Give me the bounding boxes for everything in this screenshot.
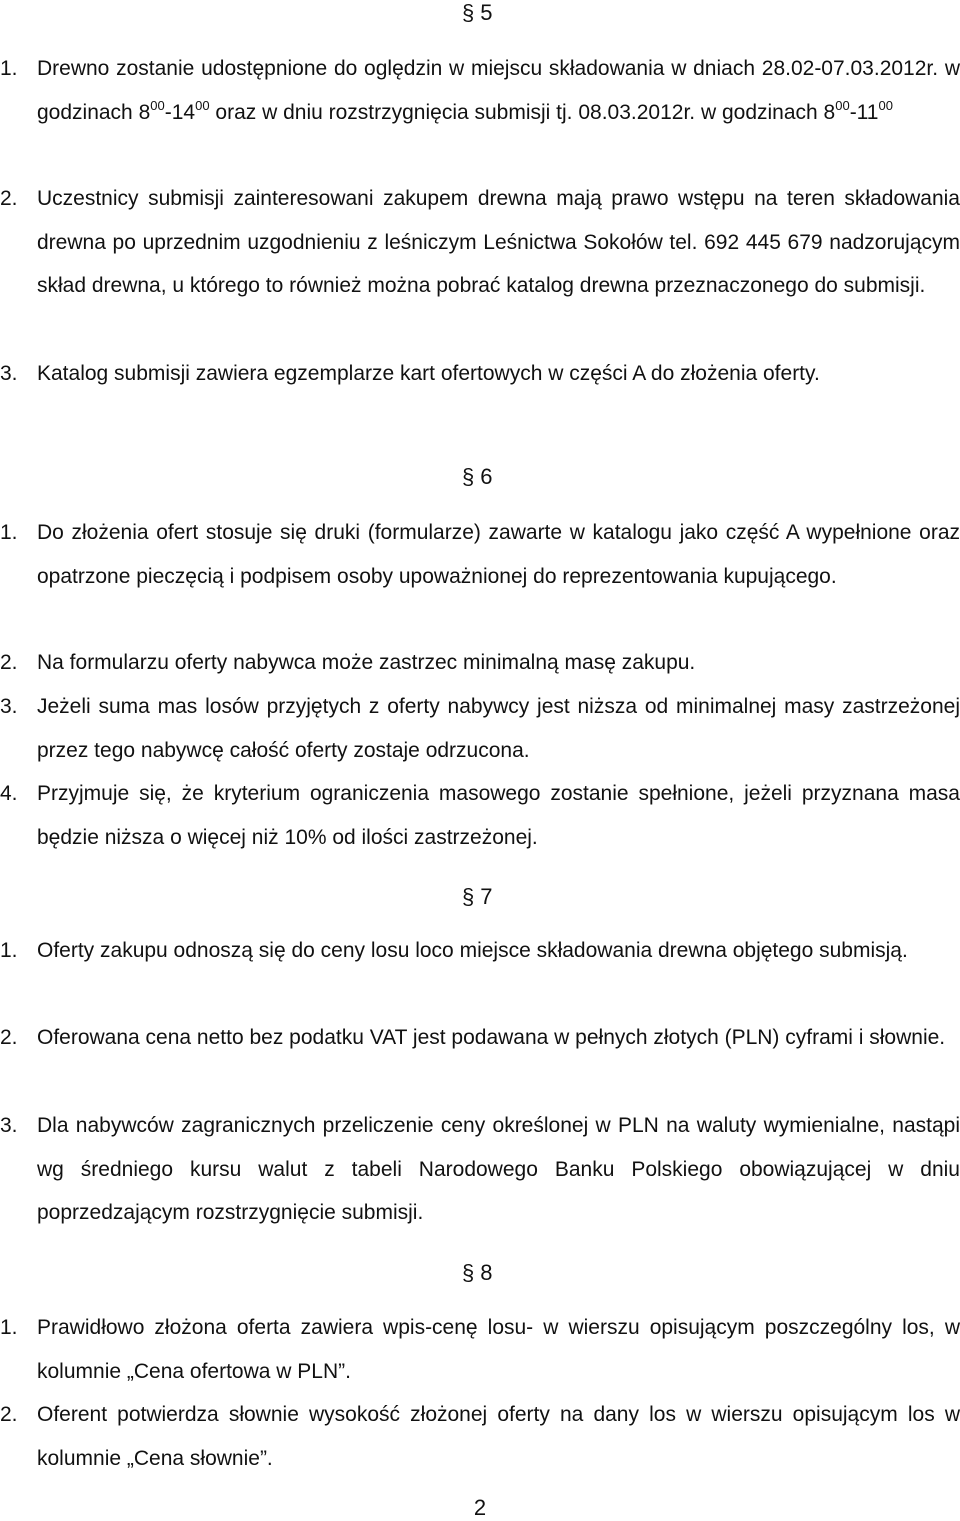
section-heading-8 (462, 1260, 522, 1286)
section-heading-5 (462, 0, 522, 26)
section-number: 7 (480, 884, 493, 909)
list-item (0, 1306, 960, 1393)
item-number: 3. (0, 695, 18, 718)
item-text: Do złożenia ofert stosuje się druki (formularze) zawarte w katalogu jako część A wypełnione oraz opatrzone pieczęcią i podpisem osoby upoważnionej do reprezentowania kupującego. (37, 521, 960, 588)
list-item (0, 177, 960, 308)
section-sign: § (462, 1260, 475, 1285)
list-item (0, 772, 960, 859)
superscript: 00 (195, 97, 210, 113)
item-text: Przyjmuje się, że kryterium ograniczenia masowego zostanie spełnione, jeżeli przyznana masa będzie niższa o więcej niż 10% od ilości zastrzeżonej. (37, 782, 960, 849)
list-item (0, 641, 960, 685)
item-text: Na formularzu oferty nabywca może zastrzec minimalną masę zakupu. (37, 651, 696, 674)
section-heading-7 (462, 884, 522, 910)
item-number: 4. (0, 782, 18, 805)
item-text: Dla nabywców zagranicznych przeliczenie ceny określonej w PLN na waluty wymienialne, nastąpi wg średniego kursu walut z tabeli Narodowego Banku Polskiego obowiązującej w dniu poprzedzającym rozstrzygnięcie submisji. (37, 1114, 960, 1224)
section-number: 5 (480, 0, 493, 25)
section-sign: § (462, 464, 475, 489)
item-number: 1. (0, 57, 18, 80)
section-heading-6 (462, 464, 522, 490)
item-text: Katalog submisji zawiera egzemplarze kart ofertowych w części A do złożenia oferty. (37, 362, 820, 385)
list-item (0, 352, 960, 396)
item-number: 3. (0, 362, 18, 385)
list-item (0, 685, 960, 772)
page-number: 2 (473, 1495, 487, 1520)
list-item (0, 1393, 960, 1480)
list-item (0, 47, 960, 134)
list-item (0, 1104, 960, 1235)
superscript: 00 (878, 97, 893, 113)
superscript: 00 (150, 97, 165, 113)
item-number: 2. (0, 1403, 18, 1426)
item-number: 1. (0, 1316, 18, 1339)
item-number: 1. (0, 521, 18, 544)
item-number: 2. (0, 187, 18, 210)
list-item (0, 1016, 960, 1060)
section-sign: § (462, 0, 475, 25)
list-item (0, 929, 960, 973)
list-item (0, 511, 960, 598)
section-number: 8 (480, 1260, 493, 1285)
item-number: 2. (0, 1026, 18, 1049)
superscript: 00 (835, 97, 850, 113)
item-number: 2. (0, 651, 18, 674)
item-text: Drewno zostanie udostępnione do oględzin w miejscu składowania w dniach 28.02-07.03.2012r. w godzinach $8^{00}-14^{00}$ oraz w dniu rozstrzygnięcia submisji tj. 08.03.2012r. w godzinach $8^{00}-11^{00}$ (37, 57, 960, 124)
item-text: Prawidłowo złożona oferta zawiera wpis-cenę losu- w wierszu opisującym poszczególny los, w kolumnie „Cena ofertowa w PLN”. (37, 1316, 960, 1383)
item-text: Jeżeli suma mas losów przyjętych z oferty nabywcy jest niższa od minimalnej masy zastrzeżonej przez tego nabywcę całość oferty zostaje odrzucona. (37, 695, 960, 762)
item-number: 3. (0, 1114, 18, 1137)
item-text: Oferent potwierdza słownie wysokość złożonej oferty na dany los w wierszu opisującym los w kolumnie „Cena słownie”. (37, 1403, 960, 1470)
item-text: Oferty zakupu odnoszą się do ceny losu loco miejsce składowania drewna objętego submisją. (37, 939, 908, 962)
section-number: 6 (480, 464, 493, 489)
section-sign: § (462, 884, 475, 909)
item-text: Uczestnicy submisji zainteresowani zakupem drewna mają prawo wstępu na teren składowania drewna po uprzednim uzgodnieniu z leśniczym Leśnictwa Sokołów tel. 692 445 679 nadzorującym skład drewna, u którego to również można pobrać katalog drewna przeznaczonego do submisji. (37, 187, 960, 297)
item-number: 1. (0, 939, 18, 962)
item-text: Oferowana cena netto bez podatku VAT jest podawana w pełnych złotych (PLN) cyframi i słownie. (37, 1026, 946, 1049)
